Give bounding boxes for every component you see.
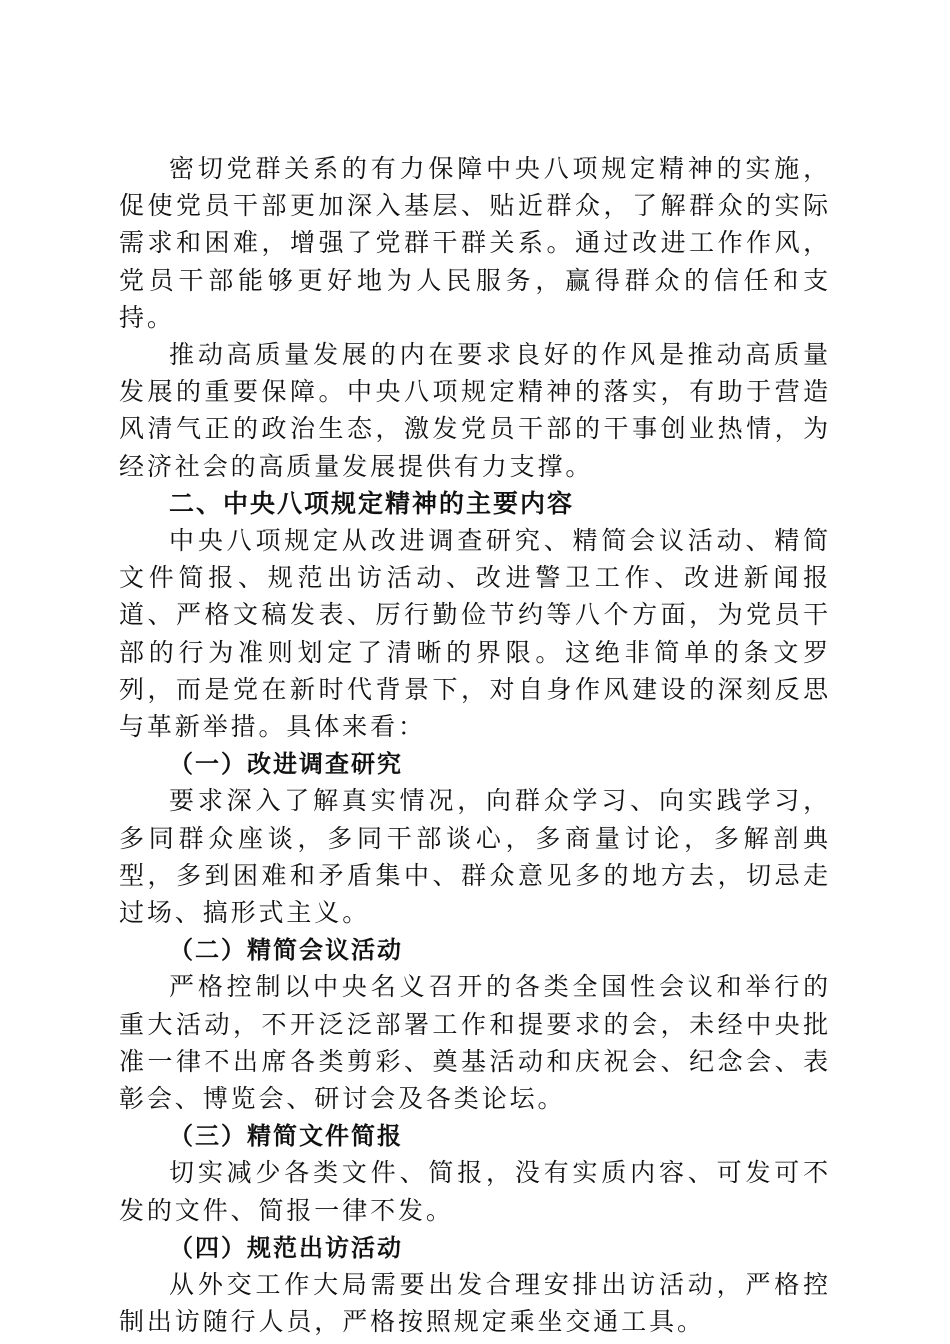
subsection-title-research: （一）改进调查研究 (169, 749, 403, 779)
section-heading: 二、中央八项规定精神的主要内容 (169, 488, 575, 518)
subsection-body-research: 要求深入了解真实情况，向群众学习、向实践学习，多同群众座谈，多同干部谈心，多商量讨论，多解剖典型，多到困难和矛盾集中、群众意见多的地方去，切忌走过场、搞形式主义。 (119, 786, 831, 928)
subsection-title-documents: （三）精简文件简报 (169, 1121, 403, 1151)
paragraph-party-masses: 密切党群关系的有力保障中央八项规定精神的实施，促使党员干部更加深入基层、贴近群众，了解群众的实际需求和困难，增强了党群干群关系。通过改进工作作风，党员干部能够更好地为人民服务，赢得群众的信任和支持。 (119, 154, 831, 332)
subsection-title-visits: （四）规范出访活动 (169, 1232, 403, 1262)
subsection-title-meetings: （二）精简会议活动 (169, 935, 403, 965)
subsection-body-documents: 切实减少各类文件、简报，没有实质内容、可发可不发的文件、简报一律不发。 (119, 1158, 831, 1225)
subsection-body-visits: 从外交工作大局需要出发合理安排出访活动，严格控制出访随行人员，严格按照规定乘坐交通工具。 (119, 1270, 831, 1337)
paragraph-high-quality-development: 推动高质量发展的内在要求良好的作风是推动高质量发展的重要保障。中央八项规定精神的落实，有助于营造风清气正的政治生态，激发党员干部的干事创业热情，为经济社会的高质量发展提供有力支撑。 (119, 340, 831, 481)
section-intro: 中央八项规定从改进调查研究、精简会议活动、精简文件简报、规范出访活动、改进警卫工作、改进新闻报道、严格文稿发表、厉行勤俭节约等八个方面，为党员干部的行为准则划定了清晰的界限。这绝非简单的条文罗列，而是党在新时代背景下，对自身作风建设的深刻反思与革新举措。具体来看： (119, 526, 831, 742)
document-body (119, 150, 831, 1341)
subsection-body-meetings: 严格控制以中央名义召开的各类全国性会议和举行的重大活动，不开泛泛部署工作和提要求的会，未经中央批准一律不出席各类剪彩、奠基活动和庆祝会、纪念会、表彰会、博览会、研讨会及各类论坛。 (119, 972, 831, 1114)
